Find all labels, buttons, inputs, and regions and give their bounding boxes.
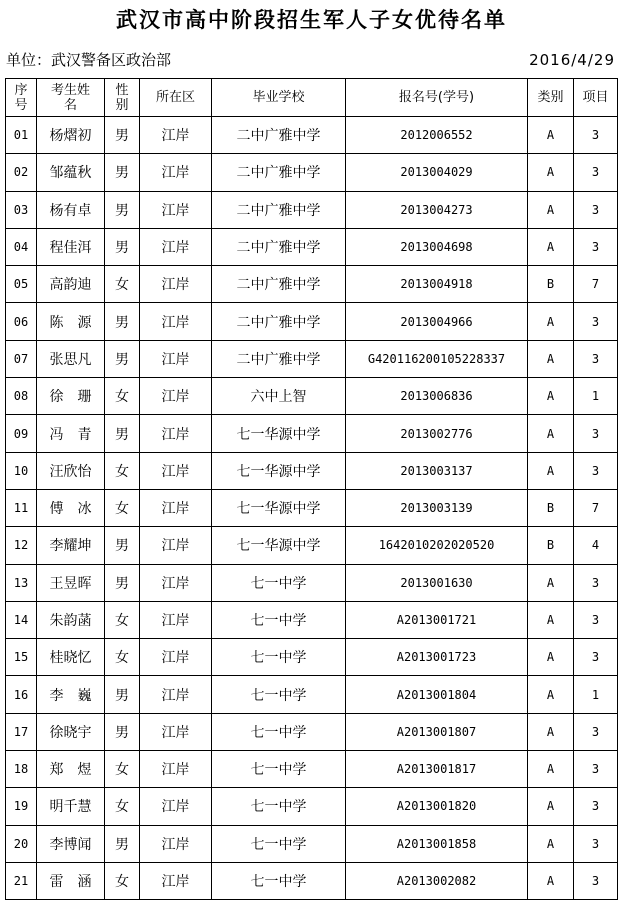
cell-district: 江岸 (140, 489, 212, 526)
cell-district: 江岸 (140, 639, 212, 676)
cell-name: 徐晓宇 (37, 713, 105, 750)
cell-category: B (528, 489, 574, 526)
cell-name: 杨熠初 (37, 117, 105, 154)
cell-name: 高韵迪 (37, 266, 105, 303)
cell-name: 傅 冰 (37, 489, 105, 526)
cell-gender: 男 (105, 191, 140, 228)
table-row (6, 378, 618, 415)
cell-reg-no: A2013002082 (346, 862, 528, 899)
cell-district: 江岸 (140, 191, 212, 228)
table-row (6, 564, 618, 601)
table-row (6, 825, 618, 862)
cell-gender: 女 (105, 601, 140, 638)
cell-school: 七一中学 (212, 788, 346, 825)
cell-category: A (528, 378, 574, 415)
cell-gender: 男 (105, 564, 140, 601)
cell-reg-no: A2013001807 (346, 713, 528, 750)
table-row (6, 154, 618, 191)
document-date: 2016/4/29 (529, 51, 615, 69)
table-header-row (6, 79, 618, 117)
cell-category: A (528, 154, 574, 191)
cell-category: B (528, 266, 574, 303)
table-row (6, 788, 618, 825)
cell-district: 江岸 (140, 340, 212, 377)
cell-school: 七一华源中学 (212, 489, 346, 526)
cell-name: 程佳洱 (37, 228, 105, 265)
cell-item: 3 (574, 340, 618, 377)
cell-category: A (528, 751, 574, 788)
cell-school: 七一中学 (212, 825, 346, 862)
cell-item: 3 (574, 564, 618, 601)
cell-name: 邹蕴秋 (37, 154, 105, 191)
cell-item: 7 (574, 489, 618, 526)
cell-reg-no: A2013001804 (346, 676, 528, 713)
cell-category: B (528, 527, 574, 564)
cell-district: 江岸 (140, 713, 212, 750)
cell-district: 江岸 (140, 154, 212, 191)
table-row (6, 601, 618, 638)
cell-index: 12 (6, 527, 37, 564)
cell-name: 汪欣怡 (37, 452, 105, 489)
cell-gender: 男 (105, 527, 140, 564)
table-row (6, 527, 618, 564)
cell-category: A (528, 713, 574, 750)
cell-index: 11 (6, 489, 37, 526)
cell-name: 郑 煜 (37, 751, 105, 788)
cell-index: 19 (6, 788, 37, 825)
cell-district: 江岸 (140, 788, 212, 825)
cell-name: 张思凡 (37, 340, 105, 377)
cell-category: A (528, 788, 574, 825)
cell-name: 徐 珊 (37, 378, 105, 415)
cell-index: 20 (6, 825, 37, 862)
cell-reg-no: 2012006552 (346, 117, 528, 154)
cell-gender: 男 (105, 228, 140, 265)
cell-school: 七一中学 (212, 676, 346, 713)
cell-reg-no: 2013001630 (346, 564, 528, 601)
cell-index: 05 (6, 266, 37, 303)
cell-item: 1 (574, 378, 618, 415)
header-name: 考生姓名 (37, 79, 105, 117)
cell-category: A (528, 228, 574, 265)
cell-name: 冯 青 (37, 415, 105, 452)
cell-index: 02 (6, 154, 37, 191)
cell-item: 3 (574, 303, 618, 340)
cell-item: 3 (574, 862, 618, 899)
cell-district: 江岸 (140, 527, 212, 564)
header-category: 类别 (528, 79, 574, 117)
cell-category: A (528, 862, 574, 899)
cell-gender: 男 (105, 713, 140, 750)
cell-gender: 男 (105, 117, 140, 154)
cell-reg-no: 2013004273 (346, 191, 528, 228)
cell-gender: 女 (105, 452, 140, 489)
cell-reg-no: 2013004966 (346, 303, 528, 340)
cell-gender: 女 (105, 862, 140, 899)
table-row (6, 489, 618, 526)
cell-gender: 男 (105, 676, 140, 713)
cell-gender: 男 (105, 825, 140, 862)
header-index: 序号 (6, 79, 37, 117)
cell-item: 7 (574, 266, 618, 303)
cell-gender: 女 (105, 489, 140, 526)
cell-gender: 女 (105, 378, 140, 415)
cell-category: A (528, 825, 574, 862)
table-row (6, 639, 618, 676)
table-row (6, 415, 618, 452)
cell-index: 18 (6, 751, 37, 788)
cell-school: 二中广雅中学 (212, 266, 346, 303)
cell-reg-no: A2013001723 (346, 639, 528, 676)
cell-school: 七一中学 (212, 601, 346, 638)
cell-index: 13 (6, 564, 37, 601)
cell-district: 江岸 (140, 117, 212, 154)
cell-item: 3 (574, 117, 618, 154)
cell-item: 4 (574, 527, 618, 564)
cell-name: 陈 源 (37, 303, 105, 340)
table-row (6, 751, 618, 788)
cell-reg-no: G420116200105228337 (346, 340, 528, 377)
cell-index: 16 (6, 676, 37, 713)
cell-district: 江岸 (140, 676, 212, 713)
cell-district: 江岸 (140, 601, 212, 638)
cell-gender: 女 (105, 788, 140, 825)
cell-index: 01 (6, 117, 37, 154)
cell-category: A (528, 303, 574, 340)
cell-category: A (528, 639, 574, 676)
cell-school: 七一中学 (212, 862, 346, 899)
preferential-list-table (5, 78, 618, 900)
cell-district: 江岸 (140, 228, 212, 265)
cell-name: 李博闻 (37, 825, 105, 862)
cell-reg-no: A2013001858 (346, 825, 528, 862)
cell-index: 14 (6, 601, 37, 638)
cell-item: 3 (574, 788, 618, 825)
table-row (6, 713, 618, 750)
cell-school: 二中广雅中学 (212, 117, 346, 154)
cell-school: 七一华源中学 (212, 527, 346, 564)
table-body (6, 117, 618, 900)
cell-name: 桂晓忆 (37, 639, 105, 676)
issuing-unit: 单位：武汉警备区政治部 (6, 51, 172, 69)
cell-index: 17 (6, 713, 37, 750)
document-title: 武汉市高中阶段招生军人子女优待名单 (116, 7, 507, 32)
cell-item: 3 (574, 601, 618, 638)
cell-category: A (528, 452, 574, 489)
cell-reg-no: 2013002776 (346, 415, 528, 452)
cell-school: 二中广雅中学 (212, 340, 346, 377)
cell-index: 04 (6, 228, 37, 265)
cell-gender: 女 (105, 751, 140, 788)
cell-school: 七一华源中学 (212, 452, 346, 489)
cell-gender: 女 (105, 639, 140, 676)
cell-reg-no: 2013003139 (346, 489, 528, 526)
cell-index: 08 (6, 378, 37, 415)
cell-school: 二中广雅中学 (212, 303, 346, 340)
cell-reg-no: A2013001721 (346, 601, 528, 638)
cell-category: A (528, 564, 574, 601)
cell-school: 七一华源中学 (212, 415, 346, 452)
cell-reg-no: 2013004029 (346, 154, 528, 191)
cell-district: 江岸 (140, 452, 212, 489)
cell-category: A (528, 415, 574, 452)
cell-school: 七一中学 (212, 713, 346, 750)
cell-gender: 男 (105, 303, 140, 340)
cell-district: 江岸 (140, 378, 212, 415)
cell-gender: 男 (105, 154, 140, 191)
cell-item: 3 (574, 639, 618, 676)
cell-school: 二中广雅中学 (212, 154, 346, 191)
cell-school: 七一中学 (212, 564, 346, 601)
table-row (6, 340, 618, 377)
cell-index: 21 (6, 862, 37, 899)
cell-name: 王昱晖 (37, 564, 105, 601)
cell-district: 江岸 (140, 564, 212, 601)
cell-school: 七一中学 (212, 639, 346, 676)
cell-name: 明千慧 (37, 788, 105, 825)
table-row (6, 452, 618, 489)
table-row (6, 266, 618, 303)
table-row (6, 228, 618, 265)
cell-reg-no: 2013004698 (346, 228, 528, 265)
cell-district: 江岸 (140, 266, 212, 303)
header-item: 项目 (574, 79, 618, 117)
table-row (6, 303, 618, 340)
cell-district: 江岸 (140, 751, 212, 788)
document-subheader (0, 49, 623, 71)
cell-reg-no: 1642010202020520 (346, 527, 528, 564)
cell-name: 朱韵菡 (37, 601, 105, 638)
cell-category: A (528, 117, 574, 154)
cell-school: 二中广雅中学 (212, 228, 346, 265)
cell-school: 七一中学 (212, 751, 346, 788)
cell-reg-no: A2013001817 (346, 751, 528, 788)
cell-index: 10 (6, 452, 37, 489)
cell-item: 3 (574, 191, 618, 228)
header-gender: 性别 (105, 79, 140, 117)
cell-category: A (528, 676, 574, 713)
cell-index: 15 (6, 639, 37, 676)
table-row (6, 117, 618, 154)
cell-gender: 男 (105, 340, 140, 377)
cell-item: 3 (574, 154, 618, 191)
table-row (6, 676, 618, 713)
cell-item: 1 (574, 676, 618, 713)
cell-item: 3 (574, 825, 618, 862)
cell-district: 江岸 (140, 862, 212, 899)
cell-name: 雷 涵 (37, 862, 105, 899)
cell-district: 江岸 (140, 415, 212, 452)
header-district: 所在区 (140, 79, 212, 117)
cell-category: A (528, 340, 574, 377)
cell-gender: 男 (105, 415, 140, 452)
cell-reg-no: 2013006836 (346, 378, 528, 415)
cell-reg-no: 2013004918 (346, 266, 528, 303)
cell-school: 六中上智 (212, 378, 346, 415)
cell-reg-no: A2013001820 (346, 788, 528, 825)
cell-item: 3 (574, 452, 618, 489)
cell-index: 07 (6, 340, 37, 377)
cell-name: 杨有卓 (37, 191, 105, 228)
cell-category: A (528, 601, 574, 638)
cell-gender: 女 (105, 266, 140, 303)
cell-district: 江岸 (140, 825, 212, 862)
header-reg-no: 报名号(学号) (346, 79, 528, 117)
cell-index: 09 (6, 415, 37, 452)
cell-index: 03 (6, 191, 37, 228)
table-row (6, 862, 618, 899)
cell-category: A (528, 191, 574, 228)
cell-item: 3 (574, 713, 618, 750)
cell-name: 李耀坤 (37, 527, 105, 564)
cell-reg-no: 2013003137 (346, 452, 528, 489)
cell-school: 二中广雅中学 (212, 191, 346, 228)
cell-district: 江岸 (140, 303, 212, 340)
cell-index: 06 (6, 303, 37, 340)
cell-item: 3 (574, 751, 618, 788)
cell-item: 3 (574, 415, 618, 452)
table-row (6, 191, 618, 228)
header-school: 毕业学校 (212, 79, 346, 117)
cell-item: 3 (574, 228, 618, 265)
cell-name: 李 巍 (37, 676, 105, 713)
